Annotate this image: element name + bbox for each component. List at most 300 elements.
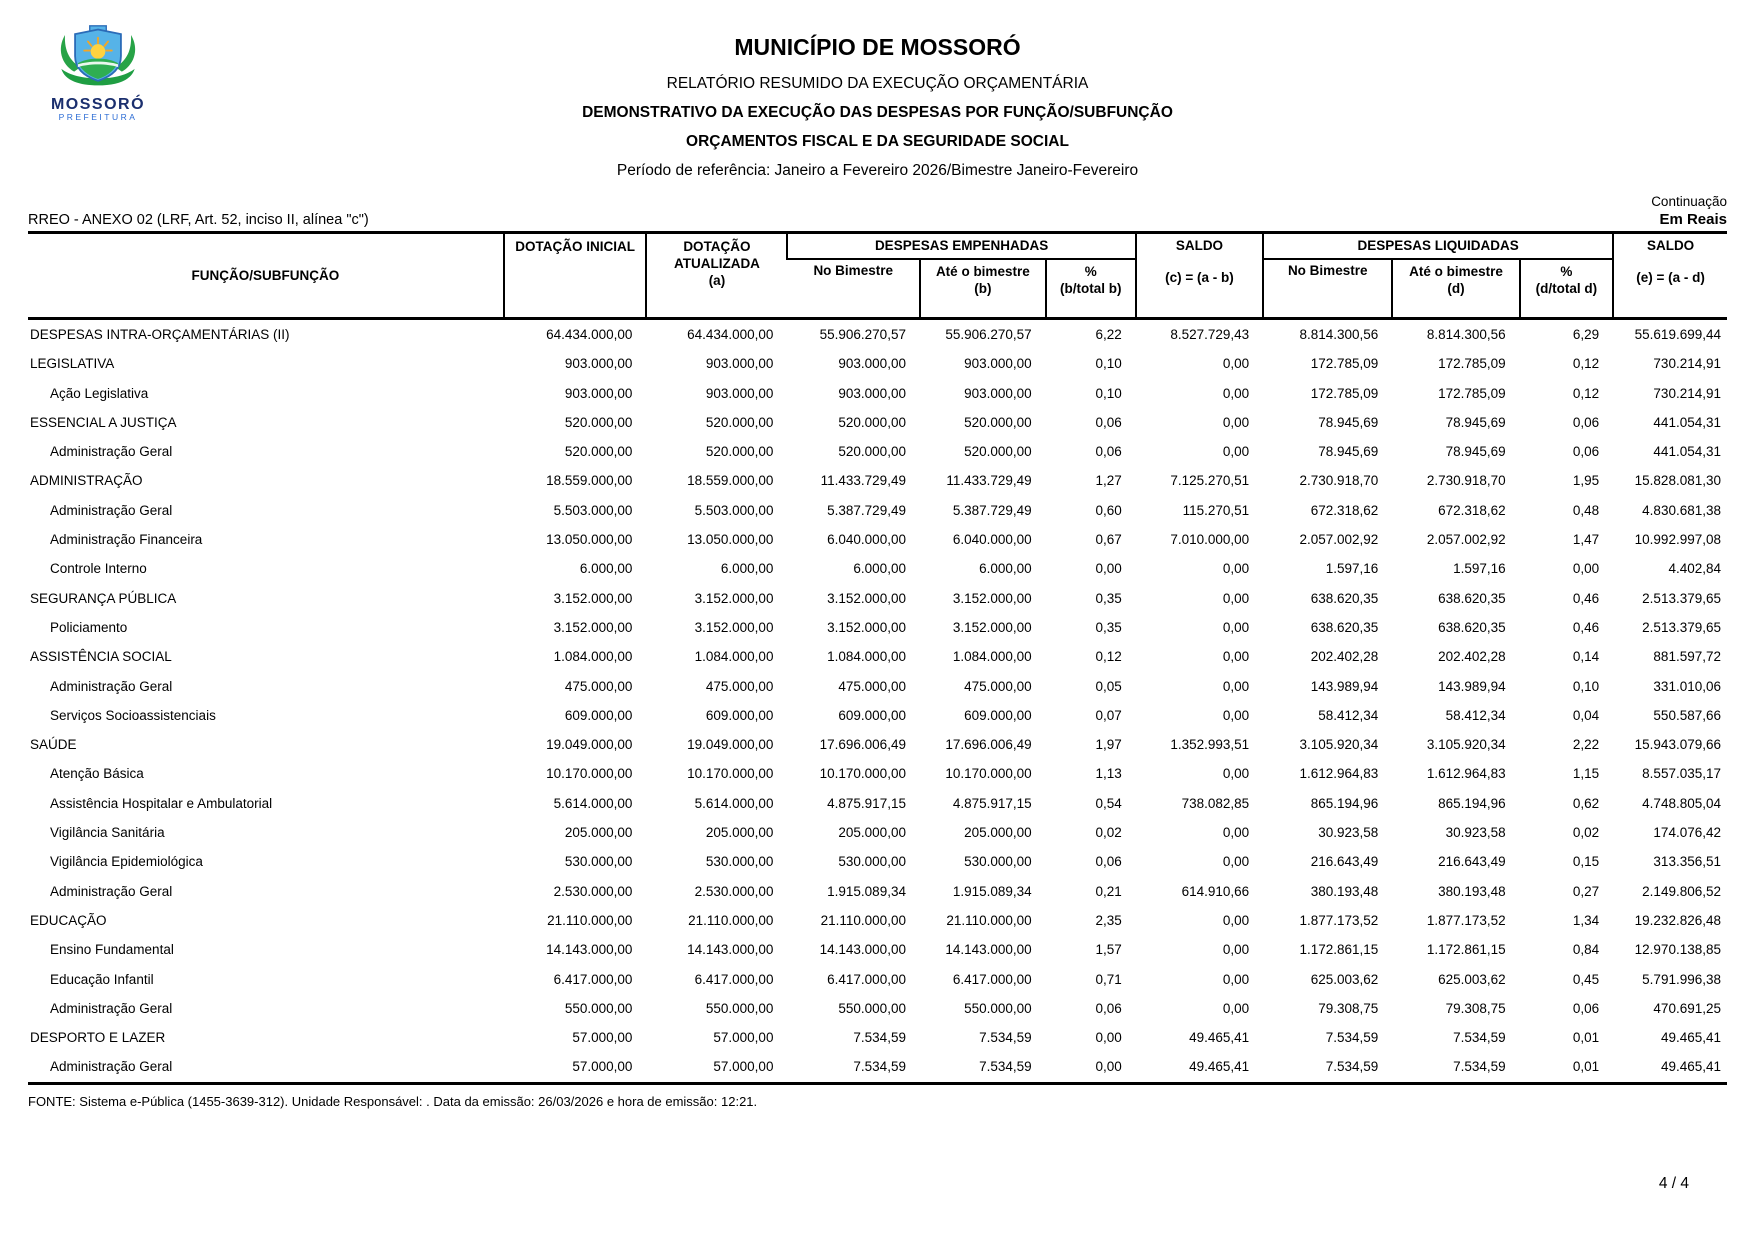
cell-liq-pct: 6,29	[1572, 327, 1600, 342]
cell-saldo-c: 8.527.729,43	[1170, 327, 1250, 342]
cell-dotacao-inicial: 64.434.000,00	[546, 327, 633, 342]
cell-emp-ate-bimestre: 11.433.729,49	[946, 473, 1032, 489]
cell-emp-ate-bimestre: 6.000,00	[979, 561, 1032, 577]
cell-emp-no-bimestre: 11.433.729,49	[820, 473, 906, 489]
cell-emp-ate-bimestre: 530.000,00	[964, 854, 1032, 870]
cell-emp-pct: 0,54	[1095, 795, 1122, 811]
liq-pct-label: %	[1560, 263, 1573, 279]
cell-liq-no-bimestre: 30.923,58	[1318, 825, 1379, 841]
cell-liq-ate-bimestre: 143.989,94	[1438, 678, 1506, 694]
cell-dotacao-inicial: 520.000,00	[564, 444, 633, 460]
cell-emp-no-bimestre: 7.534,59	[853, 1030, 906, 1046]
table-row	[28, 525, 1727, 554]
cell-liq-no-bimestre: 672.318,62	[1310, 502, 1379, 518]
cell-liq-ate-bimestre: 1.612.964,83	[1426, 766, 1506, 782]
table-row	[28, 906, 1727, 935]
cell-liq-pct: 0,12	[1572, 385, 1600, 401]
cell-dotacao-atualizada: 21.110.000,00	[688, 912, 774, 928]
row-label: Ação Legislativa	[50, 385, 149, 401]
cell-emp-ate-bimestre: 520.000,00	[964, 414, 1032, 430]
cell-liq-no-bimestre: 172.785,09	[1310, 356, 1379, 372]
cell-dotacao-inicial: 3.152.000,00	[553, 590, 633, 606]
mossoro-crest-icon	[42, 77, 154, 94]
cell-liq-pct: 0,48	[1572, 502, 1600, 518]
col-header-saldo-e	[1613, 233, 1727, 319]
cell-liq-pct: 0,62	[1572, 795, 1600, 811]
cell-saldo-e: 49.465,41	[1660, 1030, 1721, 1046]
cell-dotacao-atualizada: 64.434.000,00	[687, 327, 774, 342]
saldo-c-label: SALDO	[1175, 238, 1224, 253]
mossoro-logo	[38, 24, 158, 122]
cell-saldo-c: 0,00	[1222, 971, 1250, 987]
row-label: LEGISLATIVA	[30, 356, 115, 372]
cell-liq-ate-bimestre: 58.412,34	[1445, 707, 1506, 723]
dotacao-atualizada-ref: (a)	[708, 273, 726, 288]
cell-dotacao-inicial: 18.559.000,00	[546, 473, 633, 489]
cell-saldo-e: 10.992.997,08	[1634, 532, 1721, 548]
cell-emp-pct: 1,97	[1095, 737, 1122, 753]
logo-title: MOSSORÓ	[50, 96, 146, 113]
cell-emp-no-bimestre: 5.387.729,49	[827, 502, 906, 518]
cell-liq-no-bimestre: 202.402,28	[1310, 649, 1379, 665]
row-label: ESSENCIAL A JUSTIÇA	[30, 414, 177, 430]
cell-saldo-e: 441.054,31	[1653, 444, 1721, 460]
cell-saldo-e: 470.691,25	[1653, 1000, 1721, 1016]
table-row	[28, 1023, 1727, 1052]
cell-dotacao-atualizada: 10.170.000,00	[687, 766, 774, 782]
cell-dotacao-inicial: 6.000,00	[579, 561, 633, 577]
cell-dotacao-inicial: 530.000,00	[564, 854, 633, 870]
group-header-liquidadas: DESPESAS LIQUIDADAS	[1263, 233, 1613, 259]
cell-dotacao-inicial: 205.000,00	[564, 825, 633, 841]
row-label: Administração Geral	[50, 1059, 173, 1075]
cell-emp-pct: 0,60	[1095, 502, 1122, 518]
cell-emp-ate-bimestre: 7.534,59	[979, 1059, 1032, 1075]
expenses-table	[28, 231, 1727, 1085]
cell-emp-pct: 1,13	[1095, 766, 1122, 782]
cell-dotacao-inicial: 609.000,00	[564, 707, 633, 723]
cell-dotacao-atualizada: 3.152.000,00	[694, 590, 774, 606]
cell-emp-no-bimestre: 609.000,00	[838, 707, 906, 723]
cell-emp-no-bimestre: 475.000,00	[838, 678, 906, 694]
cell-emp-pct: 0,21	[1095, 883, 1122, 899]
cell-emp-pct: 0,06	[1095, 854, 1122, 870]
row-label: SEGURANÇA PÚBLICA	[30, 590, 177, 606]
table-header	[28, 233, 1727, 319]
cell-liq-pct: 0,84	[1572, 942, 1600, 958]
cell-dotacao-atualizada: 520.000,00	[705, 444, 774, 460]
cell-saldo-e: 4.402,84	[1668, 561, 1721, 577]
table-row	[28, 818, 1727, 847]
col-header-dotacao-atualizada	[646, 233, 787, 319]
cell-saldo-c: 7.010.000,00	[1170, 532, 1250, 548]
cell-emp-pct: 0,71	[1095, 971, 1122, 987]
cell-emp-no-bimestre: 21.110.000,00	[820, 912, 906, 928]
cell-liq-ate-bimestre: 79.308,75	[1445, 1000, 1506, 1016]
annex-row	[28, 211, 1727, 228]
col-header-liq-no-bimestre: No Bimestre	[1263, 259, 1392, 319]
page-title: MUNICÍPIO DE MOSSORÓ	[734, 34, 1021, 60]
cell-emp-pct: 0,02	[1095, 825, 1122, 841]
table-row	[28, 935, 1727, 964]
cell-liq-pct: 0,45	[1572, 971, 1600, 987]
row-label: Policiamento	[50, 619, 128, 635]
table-body	[28, 319, 1727, 1084]
table-row	[28, 466, 1727, 495]
cell-emp-ate-bimestre: 14.143.000,00	[945, 942, 1032, 958]
emp-ate-ref: (b)	[974, 280, 992, 296]
cell-dotacao-atualizada: 520.000,00	[705, 414, 774, 430]
table-row	[28, 1052, 1727, 1083]
cell-liq-ate-bimestre: 672.318,62	[1438, 502, 1506, 518]
cell-liq-no-bimestre: 172.785,09	[1310, 385, 1379, 401]
report-subtitle-3: ORÇAMENTOS FISCAL E DA SEGURIDADE SOCIAL	[686, 133, 1069, 150]
cell-saldo-e: 730.214,91	[1653, 356, 1721, 372]
row-label: SAÚDE	[30, 737, 77, 753]
cell-emp-ate-bimestre: 6.040.000,00	[952, 532, 1032, 548]
cell-liq-pct: 1,47	[1572, 532, 1600, 548]
report-subtitle-1: RELATÓRIO RESUMIDO DA EXECUÇÃO ORÇAMENTÁRIA	[666, 75, 1089, 92]
cell-liq-no-bimestre: 2.057.002,92	[1299, 532, 1379, 548]
cell-emp-no-bimestre: 903.000,00	[838, 385, 906, 401]
cell-liq-no-bimestre: 865.194,96	[1310, 795, 1379, 811]
cell-emp-pct: 0,06	[1095, 444, 1122, 460]
cell-emp-ate-bimestre: 5.387.729,49	[952, 502, 1032, 518]
report-titles	[28, 26, 1727, 180]
cell-liq-pct: 0,14	[1572, 649, 1600, 665]
cell-emp-pct: 0,12	[1095, 649, 1122, 665]
cell-dotacao-inicial: 10.170.000,00	[546, 766, 633, 782]
cell-emp-pct: 0,06	[1095, 1000, 1122, 1016]
cell-emp-no-bimestre: 1.915.089,34	[827, 883, 906, 899]
cell-liq-pct: 0,02	[1572, 825, 1600, 841]
cell-liq-pct: 0,01	[1572, 1059, 1600, 1075]
emp-ate-label: Até o bimestre	[935, 263, 1030, 279]
cell-emp-no-bimestre: 3.152.000,00	[827, 619, 906, 635]
cell-saldo-c: 7.125.270,51	[1170, 473, 1250, 489]
cell-emp-ate-bimestre: 21.110.000,00	[946, 912, 1032, 928]
cell-saldo-c: 0,00	[1222, 854, 1250, 870]
cell-saldo-e: 4.748.805,04	[1642, 795, 1721, 811]
cell-saldo-e: 331.010,06	[1653, 678, 1721, 694]
cell-emp-pct: 0,10	[1095, 385, 1122, 401]
cell-liq-no-bimestre: 58.412,34	[1318, 707, 1379, 723]
cell-dotacao-atualizada: 2.530.000,00	[694, 883, 774, 899]
cell-liq-no-bimestre: 380.193,48	[1310, 883, 1379, 899]
cell-liq-ate-bimestre: 3.105.920,34	[1426, 737, 1506, 753]
cell-saldo-e: 313.356,51	[1653, 854, 1721, 870]
cell-saldo-c: 614.910,66	[1181, 883, 1250, 899]
report-subtitle-2: DEMONSTRATIVO DA EXECUÇÃO DAS DESPESAS POR FUNÇÃO/SUBFUNÇÃO	[582, 104, 1173, 121]
cell-saldo-c: 0,00	[1222, 590, 1250, 606]
cell-emp-ate-bimestre: 7.534,59	[979, 1030, 1032, 1046]
col-header-saldo-c	[1136, 233, 1263, 319]
cell-dotacao-inicial: 550.000,00	[564, 1000, 633, 1016]
cell-emp-ate-bimestre: 520.000,00	[964, 444, 1032, 460]
reference-period: Período de referência: Janeiro a Fevereiro 2026/Bimestre Janeiro-Fevereiro	[616, 162, 1139, 179]
cell-emp-no-bimestre: 903.000,00	[838, 356, 906, 372]
col-header-emp-pct	[1046, 259, 1136, 319]
cell-dotacao-inicial: 1.084.000,00	[553, 649, 633, 665]
row-label: Atenção Básica	[50, 766, 144, 782]
cell-saldo-c: 115.270,51	[1182, 502, 1250, 518]
cell-liq-pct: 0,15	[1572, 854, 1600, 870]
cell-liq-ate-bimestre: 30.923,58	[1445, 825, 1506, 841]
cell-liq-pct: 0,46	[1572, 590, 1600, 606]
cell-liq-ate-bimestre: 172.785,09	[1438, 356, 1506, 372]
table-row	[28, 847, 1727, 876]
col-header-funcao: FUNÇÃO/SUBFUNÇÃO	[28, 233, 504, 319]
cell-saldo-e: 12.970.138,85	[1634, 942, 1721, 958]
cell-saldo-c: 0,00	[1222, 649, 1250, 665]
row-label: DESPORTO E LAZER	[30, 1030, 166, 1046]
table-row	[28, 319, 1727, 350]
cell-liq-ate-bimestre: 1.597,16	[1453, 561, 1506, 577]
cell-emp-pct: 1,27	[1095, 473, 1122, 489]
cell-liq-ate-bimestre: 8.814.300,56	[1426, 327, 1506, 342]
row-label: Vigilância Sanitária	[50, 825, 165, 841]
cell-liq-pct: 0,06	[1572, 444, 1600, 460]
cell-emp-no-bimestre: 520.000,00	[838, 414, 906, 430]
cell-liq-no-bimestre: 625.003,62	[1310, 971, 1379, 987]
cell-liq-pct: 0,46	[1572, 619, 1600, 635]
row-label: Administração Financeira	[50, 532, 203, 548]
row-label: Administração Geral	[50, 678, 173, 694]
cell-liq-ate-bimestre: 865.194,96	[1438, 795, 1506, 811]
cell-liq-ate-bimestre: 380.193,48	[1438, 883, 1506, 899]
row-label: Administração Geral	[50, 444, 173, 460]
table-row	[28, 613, 1727, 642]
cell-saldo-c: 0,00	[1222, 414, 1250, 430]
cell-emp-no-bimestre: 55.906.270,57	[819, 327, 906, 342]
cell-dotacao-inicial: 21.110.000,00	[547, 912, 633, 928]
cell-dotacao-atualizada: 6.000,00	[720, 561, 774, 577]
cell-liq-ate-bimestre: 216.643,49	[1438, 854, 1506, 870]
cell-emp-pct: 0,00	[1095, 1059, 1122, 1075]
cell-saldo-e: 55.619.699,44	[1634, 327, 1721, 342]
cell-dotacao-inicial: 475.000,00	[564, 678, 633, 694]
cell-liq-no-bimestre: 1.877.173,52	[1299, 912, 1379, 928]
cell-emp-pct: 0,35	[1095, 619, 1122, 635]
annex-label: RREO - ANEXO 02 (LRF, Art. 52, inciso II, alínea "c")	[28, 212, 369, 228]
table-row	[28, 496, 1727, 525]
cell-dotacao-inicial: 19.049.000,00	[546, 737, 633, 753]
liq-ate-ref: (d)	[1447, 280, 1465, 296]
cell-emp-ate-bimestre: 17.696.006,49	[945, 737, 1032, 753]
emp-pct-ref: (b/total b)	[1059, 280, 1122, 296]
table-row	[28, 642, 1727, 671]
cell-emp-pct: 0,07	[1095, 707, 1122, 723]
cell-dotacao-atualizada: 903.000,00	[705, 356, 774, 372]
table-row	[28, 554, 1727, 583]
table-row	[28, 730, 1727, 759]
cell-liq-pct: 1,95	[1572, 473, 1600, 489]
source-note: FONTE: Sistema e-Pública (1455-3639-312). Unidade Responsável: . Data da emissão: 26/03/2026 e hora de emissão: 12:21.	[28, 1093, 758, 1109]
cell-saldo-e: 174.076,42	[1653, 825, 1721, 841]
cell-saldo-e: 15.828.081,30	[1634, 473, 1721, 489]
row-label: Administração Geral	[50, 1000, 173, 1016]
cell-liq-no-bimestre: 1.172.861,15	[1299, 942, 1379, 958]
cell-dotacao-atualizada: 3.152.000,00	[694, 619, 774, 635]
cell-liq-ate-bimestre: 172.785,09	[1438, 385, 1506, 401]
cell-emp-pct: 0,05	[1095, 678, 1122, 694]
cell-saldo-c: 0,00	[1222, 619, 1250, 635]
row-label: Administração Geral	[50, 883, 173, 899]
cell-emp-pct: 0,00	[1095, 1030, 1122, 1046]
cell-liq-no-bimestre: 638.620,35	[1310, 590, 1379, 606]
cell-saldo-c: 0,00	[1222, 1000, 1250, 1016]
cell-liq-ate-bimestre: 625.003,62	[1438, 971, 1506, 987]
cell-liq-no-bimestre: 78.945,69	[1318, 444, 1379, 460]
cell-emp-no-bimestre: 7.534,59	[853, 1059, 906, 1075]
cell-dotacao-atualizada: 1.084.000,00	[694, 649, 774, 665]
cell-emp-no-bimestre: 6.040.000,00	[827, 532, 906, 548]
cell-emp-no-bimestre: 530.000,00	[838, 854, 906, 870]
cell-saldo-c: 0,00	[1222, 707, 1250, 723]
cell-dotacao-atualizada: 19.049.000,00	[687, 737, 774, 753]
cell-saldo-e: 441.054,31	[1653, 414, 1721, 430]
currency-note: Em Reais	[1659, 211, 1727, 228]
cell-saldo-c: 0,00	[1222, 561, 1250, 577]
continuation-note: Continuação	[1651, 194, 1727, 209]
cell-dotacao-atualizada: 5.503.000,00	[694, 502, 774, 518]
cell-dotacao-inicial: 520.000,00	[564, 414, 633, 430]
cell-emp-no-bimestre: 10.170.000,00	[819, 766, 906, 782]
table-row	[28, 965, 1727, 994]
cell-saldo-e: 15.943.079,66	[1634, 737, 1721, 753]
cell-saldo-c: 1.352.993,51	[1170, 737, 1250, 753]
table-row	[28, 584, 1727, 613]
table-row	[28, 349, 1727, 378]
cell-liq-no-bimestre: 1.612.964,83	[1299, 766, 1379, 782]
cell-emp-ate-bimestre: 4.875.917,15	[952, 795, 1032, 811]
cell-emp-no-bimestre: 520.000,00	[838, 444, 906, 460]
col-header-liq-pct	[1520, 259, 1613, 319]
cell-liq-pct: 0,27	[1572, 883, 1600, 899]
cell-dotacao-atualizada: 550.000,00	[705, 1000, 774, 1016]
cell-saldo-e: 730.214,91	[1653, 385, 1721, 401]
cell-liq-ate-bimestre: 78.945,69	[1445, 414, 1506, 430]
col-header-liq-ate-bimestre	[1392, 259, 1519, 319]
cell-saldo-e: 550.587,66	[1653, 707, 1721, 723]
cell-emp-no-bimestre: 1.084.000,00	[827, 649, 906, 665]
cell-dotacao-atualizada: 5.614.000,00	[694, 795, 774, 811]
cell-dotacao-atualizada: 6.417.000,00	[694, 971, 774, 987]
cell-dotacao-inicial: 14.143.000,00	[546, 942, 633, 958]
table-row	[28, 759, 1727, 788]
row-label: Administração Geral	[50, 502, 173, 518]
row-label: Assistência Hospitalar e Ambulatorial	[50, 795, 273, 811]
col-header-emp-ate-bimestre	[920, 259, 1046, 319]
cell-liq-pct: 0,00	[1572, 561, 1600, 577]
cell-dotacao-atualizada: 609.000,00	[705, 707, 774, 723]
cell-saldo-e: 49.465,41	[1660, 1059, 1721, 1075]
cell-dotacao-inicial: 5.614.000,00	[553, 795, 633, 811]
cell-dotacao-atualizada: 18.559.000,00	[687, 473, 774, 489]
cell-emp-ate-bimestre: 903.000,00	[964, 356, 1032, 372]
saldo-e-formula: (e) = (a - d)	[1636, 270, 1705, 285]
cell-liq-no-bimestre: 216.643,49	[1310, 854, 1379, 870]
cell-liq-ate-bimestre: 1.172.861,15	[1426, 942, 1506, 958]
table-row	[28, 994, 1727, 1023]
cell-liq-ate-bimestre: 2.730.918,70	[1426, 473, 1506, 489]
cell-dotacao-inicial: 5.503.000,00	[553, 502, 633, 518]
cell-saldo-e: 5.791.996,38	[1642, 971, 1721, 987]
cell-emp-ate-bimestre: 3.152.000,00	[952, 619, 1032, 635]
cell-dotacao-atualizada: 13.050.000,00	[687, 532, 774, 548]
cell-liq-pct: 2,22	[1572, 737, 1600, 753]
cell-liq-ate-bimestre: 1.877.173,52	[1426, 912, 1506, 928]
cell-emp-pct: 0,06	[1095, 414, 1122, 430]
cell-liq-ate-bimestre: 7.534,59	[1453, 1030, 1506, 1046]
cell-saldo-e: 19.232.826,48	[1634, 912, 1721, 928]
cell-emp-no-bimestre: 14.143.000,00	[819, 942, 906, 958]
cell-emp-pct: 0,00	[1095, 561, 1122, 577]
cell-liq-no-bimestre: 143.989,94	[1310, 678, 1379, 694]
cell-dotacao-atualizada: 903.000,00	[705, 385, 774, 401]
cell-emp-pct: 1,57	[1095, 942, 1122, 958]
cell-saldo-e: 8.557.035,17	[1642, 766, 1721, 782]
cell-emp-ate-bimestre: 3.152.000,00	[952, 590, 1032, 606]
cell-liq-no-bimestre: 7.534,59	[1325, 1059, 1379, 1075]
dotacao-atualizada-label: DOTAÇÃO ATUALIZADA	[673, 239, 760, 271]
cell-emp-no-bimestre: 6.000,00	[853, 561, 906, 577]
cell-saldo-e: 2.513.379,65	[1642, 590, 1721, 606]
logo-subtitle: PREFEITURA	[58, 112, 138, 122]
cell-emp-pct: 2,35	[1095, 912, 1122, 928]
cell-liq-ate-bimestre: 202.402,28	[1438, 649, 1506, 665]
cell-liq-no-bimestre: 7.534,59	[1325, 1030, 1379, 1046]
cell-liq-no-bimestre: 2.730.918,70	[1299, 473, 1379, 489]
emp-pct-label: %	[1084, 263, 1097, 279]
cell-dotacao-inicial: 13.050.000,00	[546, 532, 633, 548]
table-row	[28, 379, 1727, 408]
cell-dotacao-inicial: 57.000,00	[572, 1059, 633, 1075]
row-label: Ensino Fundamental	[50, 942, 174, 958]
col-header-dotacao-inicial: DOTAÇÃO INICIAL	[504, 233, 647, 319]
cell-saldo-e: 2.513.379,65	[1642, 619, 1721, 635]
cell-dotacao-inicial: 903.000,00	[564, 356, 633, 372]
cell-emp-no-bimestre: 6.417.000,00	[827, 971, 906, 987]
cell-liq-ate-bimestre: 2.057.002,92	[1426, 532, 1506, 548]
cell-liq-pct: 0,01	[1572, 1030, 1600, 1046]
cell-liq-no-bimestre: 3.105.920,34	[1299, 737, 1379, 753]
row-label: ADMINISTRAÇÃO	[30, 473, 143, 489]
cell-liq-pct: 0,06	[1572, 414, 1600, 430]
cell-liq-no-bimestre: 8.814.300,56	[1299, 327, 1379, 342]
cell-liq-pct: 1,34	[1572, 912, 1600, 928]
liq-ate-label: Até o bimestre	[1409, 263, 1503, 279]
cell-liq-pct: 0,06	[1572, 1000, 1600, 1016]
cell-saldo-c: 0,00	[1222, 385, 1250, 401]
saldo-c-formula: (c) = (a - b)	[1165, 270, 1234, 285]
cell-emp-ate-bimestre: 1.084.000,00	[952, 649, 1032, 665]
cell-saldo-c: 49.465,41	[1189, 1030, 1250, 1046]
cell-liq-no-bimestre: 78.945,69	[1318, 414, 1379, 430]
page-number: 4 / 4	[1658, 1174, 1689, 1192]
cell-dotacao-inicial: 57.000,00	[572, 1030, 633, 1046]
liq-pct-ref: (d/total d)	[1535, 280, 1598, 296]
cell-liq-ate-bimestre: 78.945,69	[1445, 444, 1506, 460]
cell-saldo-c: 0,00	[1222, 825, 1250, 841]
cell-emp-ate-bimestre: 609.000,00	[964, 707, 1032, 723]
cell-dotacao-inicial: 3.152.000,00	[553, 619, 633, 635]
cell-dotacao-atualizada: 530.000,00	[705, 854, 774, 870]
cell-dotacao-inicial: 903.000,00	[564, 385, 633, 401]
cell-emp-pct: 0,10	[1095, 356, 1122, 372]
cell-saldo-c: 49.465,41	[1189, 1059, 1250, 1075]
cell-emp-no-bimestre: 205.000,00	[838, 825, 906, 841]
